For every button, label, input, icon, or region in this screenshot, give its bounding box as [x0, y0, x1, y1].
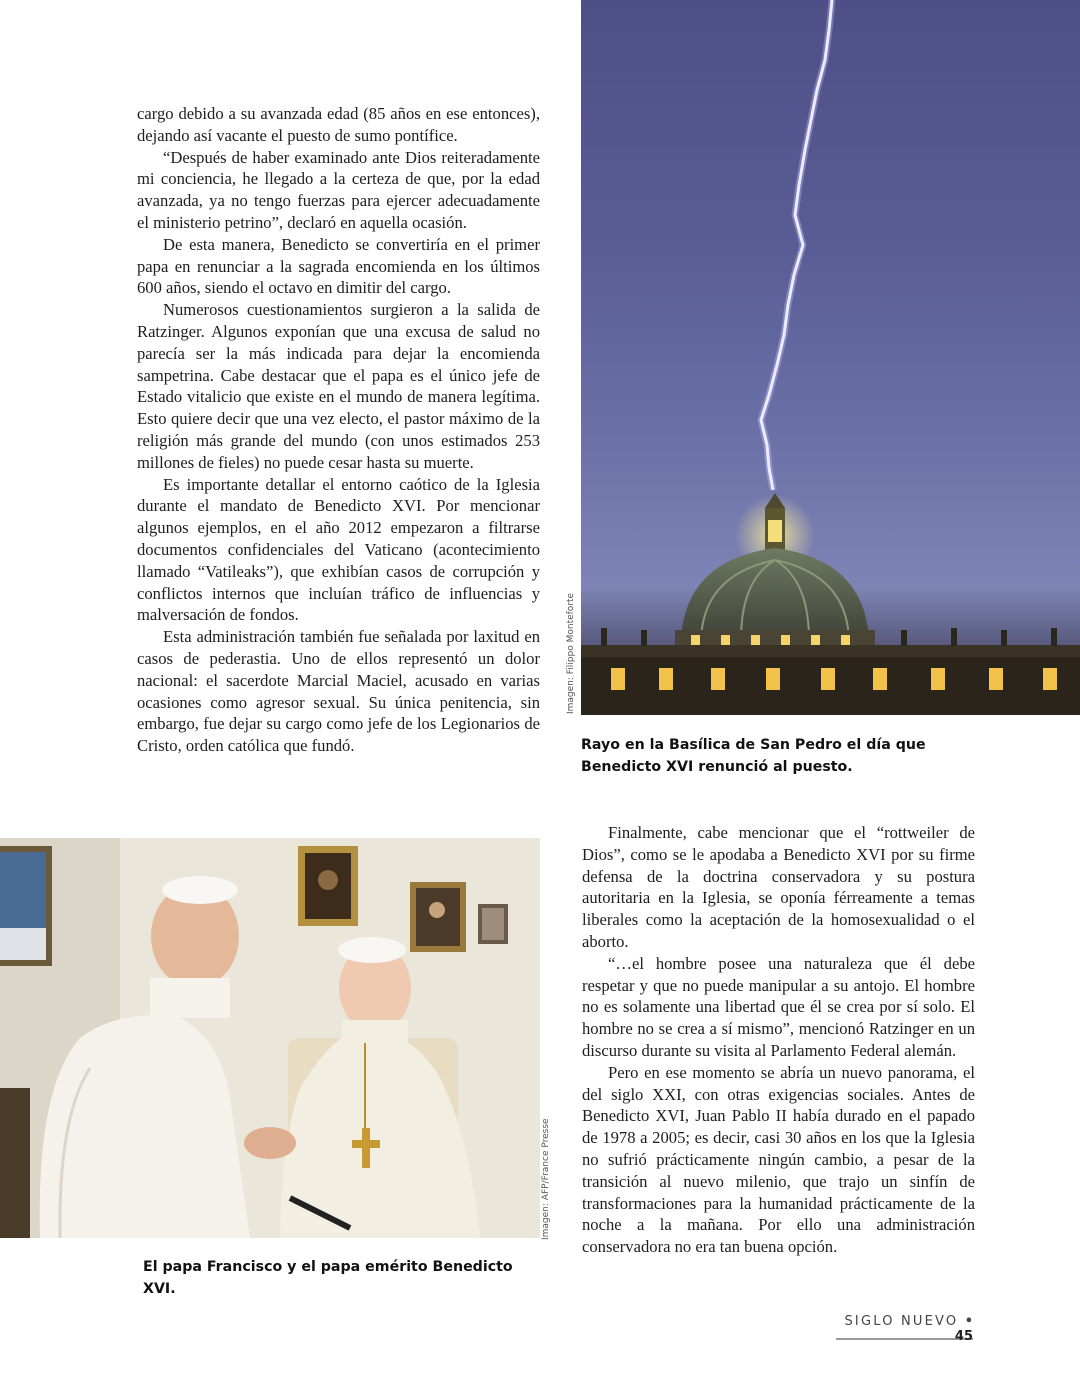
paragraph: Numerosos cuestionamientos surgieron a la salida de Ratzinger. Algunos exponían que una excusa de salud no parecía ser la más indicada para dejar la encomienda sampetrina. Cabe destacar que el papa es el único jefe de Estado vitalicio que existe en el mundo de manera legítima. Esto quiere decir que una vez electo, el pastor máximo de la religión más grande del mundo (con unos estimados 253 millones de fieles) no puede cesar hasta su muerte.	[137, 300, 540, 472]
paragraph: De esta manera, Benedicto se convertiría en el primer papa en renunciar a la sagrada encomienda en los últimos 600 años, siendo el octavo en dimitir del cargo.	[137, 234, 540, 298]
page-footer	[836, 1314, 973, 1344]
paragraph: “Después de haber examinado ante Dios reiteradamente mi conciencia, he llegado a la certeza de que, por la edad avanzada, ya no tengo fuerzas para ejercer adecuadamente el ministerio petrino”, declaró en aquella ocasión.	[137, 147, 540, 232]
paragraph: Esta administración también fue señalada por laxitud en casos de pederastia. Uno de ellos representó un dolor nacional: el sacerdote Marcial Maciel, acusado en varias ocasiones como agresor sexual. Su única penitencia, sin embargo, fue dejar su cargo como jefe de los Legionarios de Cristo, orden católica que fundó.	[137, 627, 540, 756]
article-column-right	[582, 822, 975, 1258]
paragraph: “…el hombre posee una naturaleza que él debe respetar y que no puede manipular a su antojo. El hombre no es solamente una libertad que él se crea por sí solo. El hombre no se crea a sí mismo”, mencionó Ratzinger en un discurso durante su visita al Parlamento Federal alemán.	[582, 953, 975, 1060]
paragraph: Pero en ese momento se abría un nuevo panorama, el del siglo XXI, con otras exigencias sociales. Antes de Benedicto XVI, Juan Pablo II había durado en el papado de 1978 a 2005; es decir, casi 30 años en los que la Iglesia no sufrió prácticamente ningún cambio, a pesar de la transición al nuevo milenio, que trajo un sinfín de transformaciones para la humanidad prácticamente de la noche a la mañana. Por ello una administración conservadora no era tan buena opción.	[582, 1062, 975, 1257]
lightning-basilica-photo	[581, 0, 1080, 715]
article-column-left	[137, 103, 540, 757]
photo-credit: Imagen: AFP/France Presse	[541, 1118, 551, 1240]
popes-meeting-photo	[0, 838, 540, 1238]
magazine-name: SIGLO NUEVO	[844, 1314, 959, 1329]
page-number: 45	[954, 1329, 973, 1344]
paragraph: Es importante detallar el entorno caótico de la Iglesia durante el mandato de Benedicto XVI. Por mencionar algunos ejemplos, en el año 2012 empezaron a filtrarse documentos confidenciales del Vaticano (acontecimiento llamado “Vatileaks”), que exhibían casos de corrupción y conflictos internos que incluían tráfico de influencias y malversación de fondos.	[137, 474, 540, 625]
paragraph: cargo debido a su avanzada edad (85 años en ese entonces), dejando así vacante el puesto de sumo pontífice.	[137, 104, 540, 145]
footer-separator: •	[964, 1314, 973, 1329]
paragraph: Finalmente, cabe mencionar que el “rottweiler de Dios”, como se le apodaba a Benedicto XVI por su firme defensa de la doctrina conservadora y su postura autoritaria en la Iglesia, se oponía férreamente a temas liberales como la aceptación de la homosexualidad o el aborto.	[582, 823, 975, 951]
photo-caption: Rayo en la Basílica de San Pedro el día que Benedicto XVI renunció al puesto.	[581, 737, 926, 775]
photo-caption: El papa Francisco y el papa emérito Benedicto XVI.	[143, 1259, 513, 1297]
photo-credit: Imagen: Filippo Monteforte	[566, 592, 576, 714]
